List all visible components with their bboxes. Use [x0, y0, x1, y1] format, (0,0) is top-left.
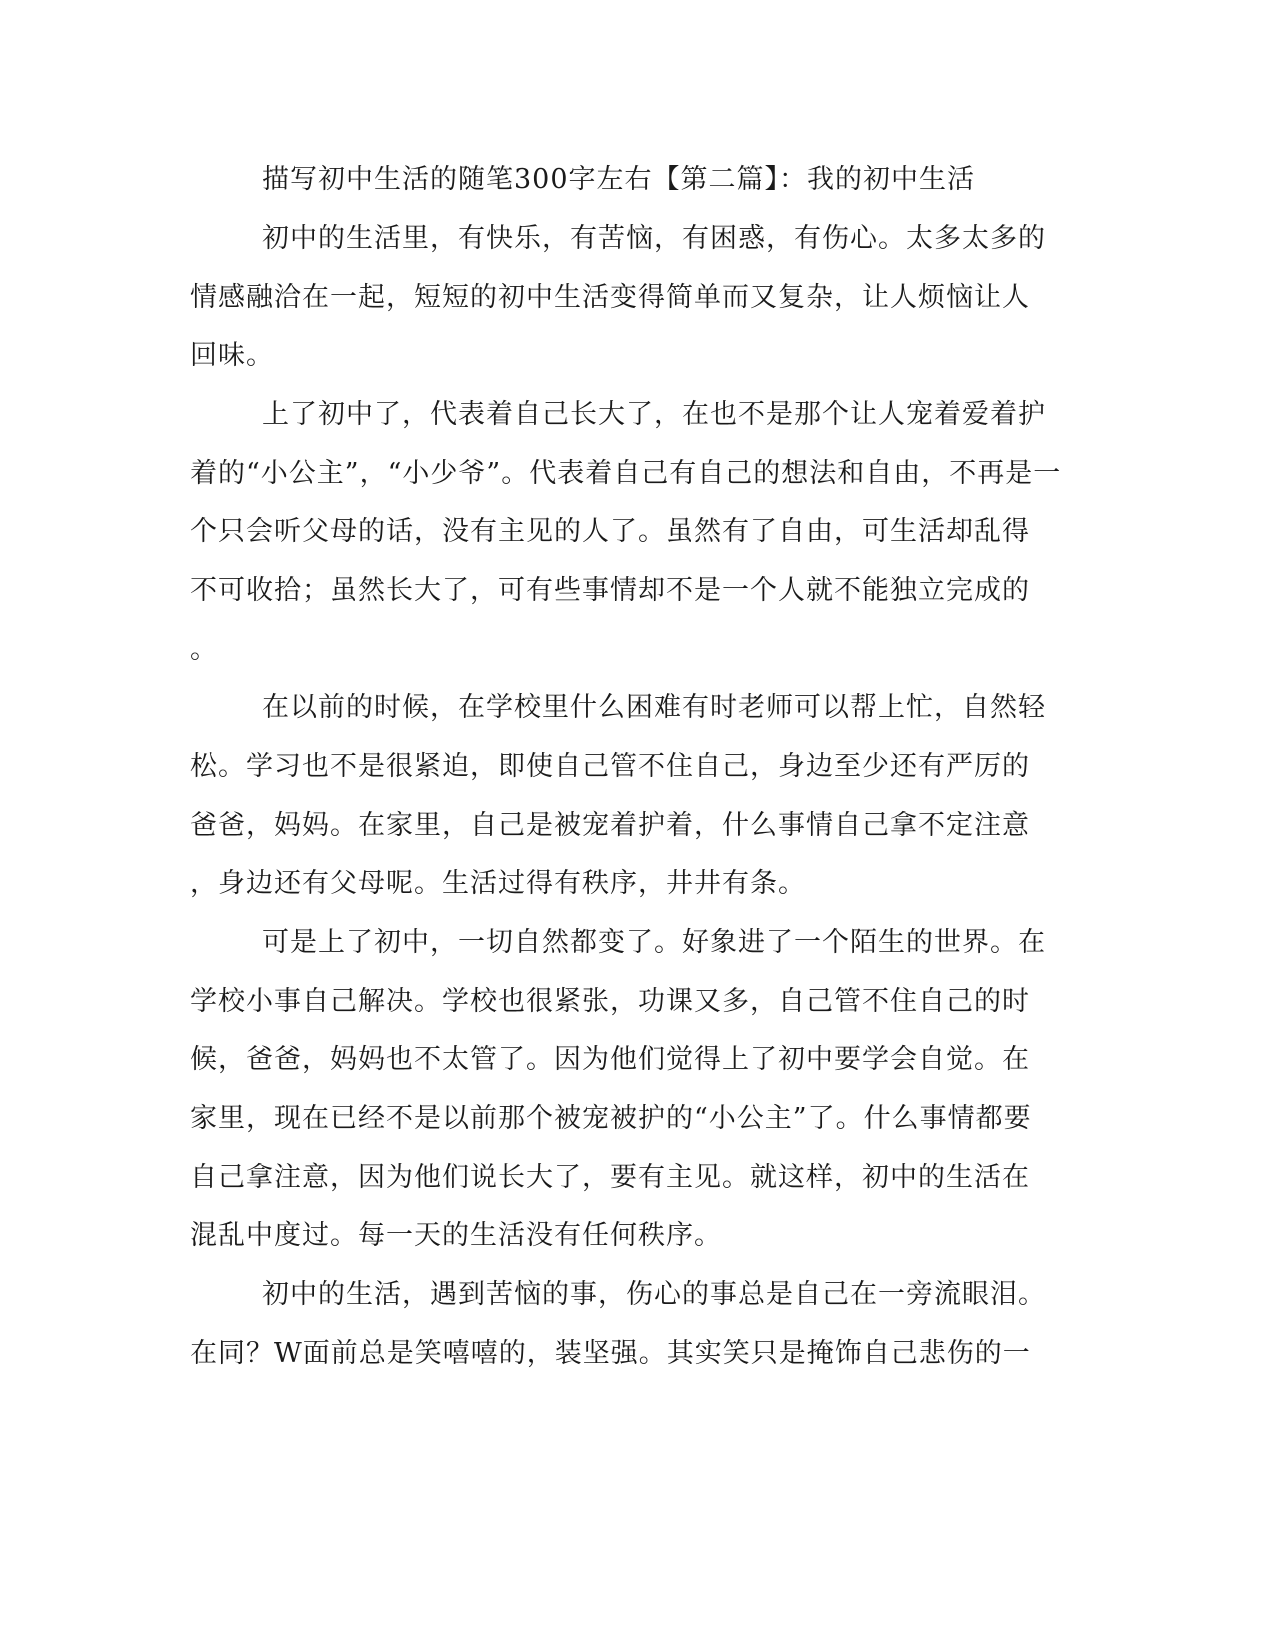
paragraph-line: 回味。: [190, 340, 274, 371]
paragraph-line: 在同？W面前总是笑嘻嘻的，装坚强。其实笑只是掩饰自己悲伤的一: [190, 1338, 1031, 1369]
paragraph-line: 在以前的时候，在学校里什么困难有时老师可以帮上忙，自然轻: [262, 692, 1046, 723]
paragraph-line: 上了初中了，代表着自己长大了，在也不是那个让人宠着爱着护: [262, 399, 1046, 430]
paragraph-line: 家里，现在已经不是以前那个被宠被护的“小公主”了。什么事情都要: [190, 1103, 1032, 1134]
paragraph-line: 初中的生活里，有快乐，有苦恼，有困惑，有伤心。太多太多的: [262, 223, 1046, 254]
paragraph-line: 候，爸爸，妈妈也不太管了。因为他们觉得上了初中要学会自觉。在: [190, 1044, 1030, 1075]
paragraph-line: 自己拿注意，因为他们说长大了，要有主见。就这样，初中的生活在: [190, 1162, 1030, 1193]
paragraph-line: 混乱中度过。每一天的生活没有任何秩序。: [190, 1220, 722, 1251]
paragraph-line: 不可收拾；虽然长大了，可有些事情却不是一个人就不能独立完成的: [190, 575, 1030, 606]
document-title: 描写初中生活的随笔300字左右【第二篇】：我的初中生活: [262, 164, 976, 195]
paragraph-line: 爸爸，妈妈。在家里，自己是被宠着护着，什么事情自己拿不定注意: [190, 810, 1030, 841]
paragraph-line: 初中的生活，遇到苦恼的事，伤心的事总是自己在一旁流眼泪。: [262, 1279, 1046, 1310]
paragraph-line: 个只会听父母的话，没有主见的人了。虽然有了自由，可生活却乱得: [190, 516, 1030, 547]
paragraph-line: 着的“小公主”，“小少爷”。代表着自己有自己的想法和自由，不再是一: [190, 458, 1062, 489]
paragraph-line: 学校小事自己解决。学校也很紧张，功课又多，自己管不住自己的时: [190, 986, 1030, 1017]
paragraph-line: 松。学习也不是很紧迫，即使自己管不住自己，身边至少还有严厉的: [190, 751, 1030, 782]
paragraph-line: 。: [190, 634, 218, 665]
paragraph-line: ，身边还有父母呢。生活过得有秩序，井井有条。: [190, 868, 806, 899]
paragraph-line: 情感融洽在一起，短短的初中生活变得简单而又复杂，让人烦恼让人: [190, 282, 1030, 313]
paragraph-line: 可是上了初中，一切自然都变了。好象进了一个陌生的世界。在: [262, 927, 1046, 958]
